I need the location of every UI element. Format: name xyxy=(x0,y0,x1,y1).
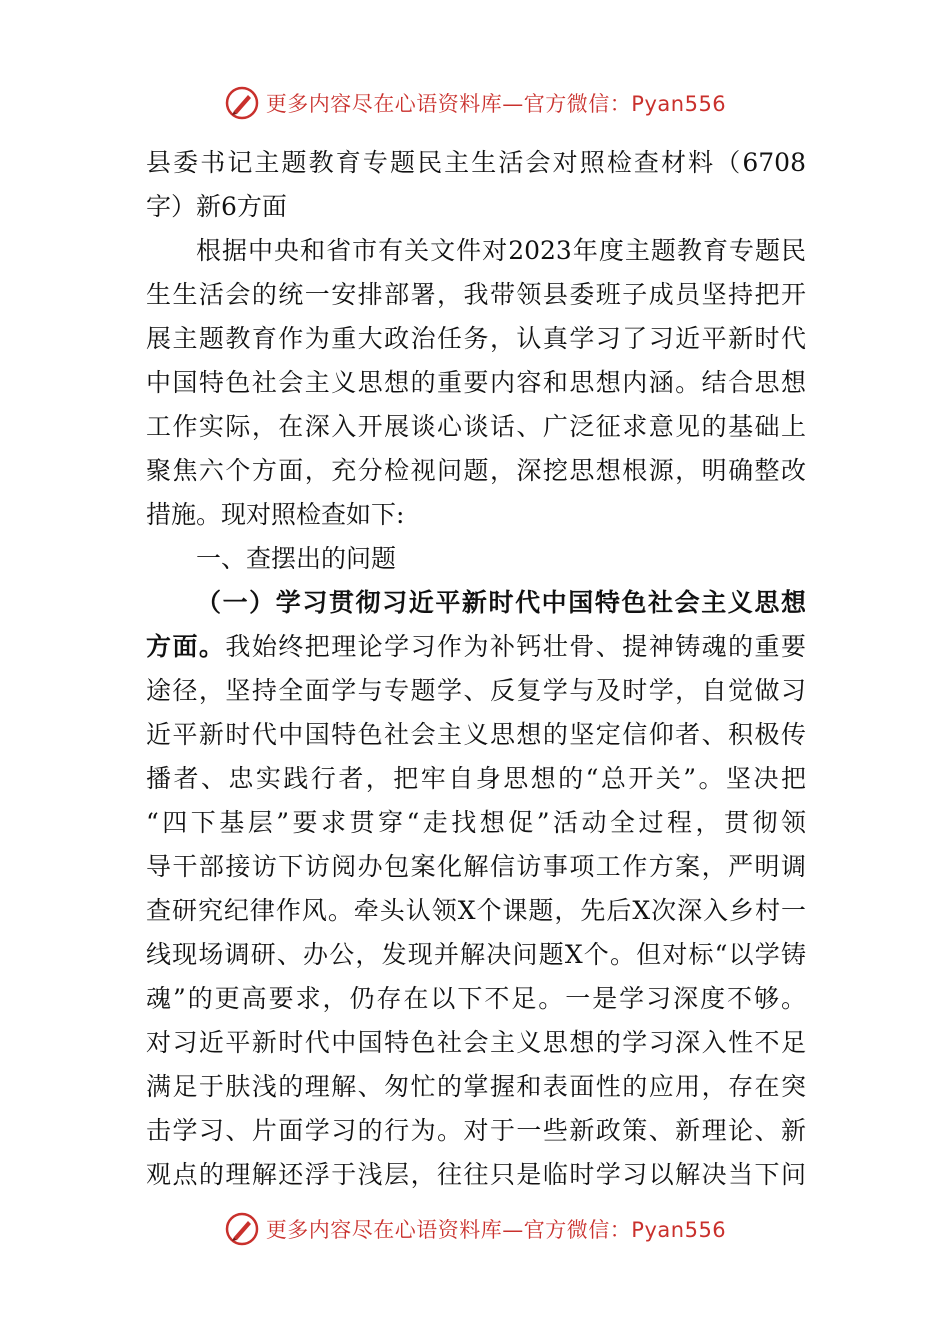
pen-logo-icon xyxy=(224,85,260,121)
section-heading: 一、查摆出的问题 xyxy=(196,544,397,573)
intro-line-5: 工作实际，在深入开展谈心谈话、广泛征求意见的基础上 xyxy=(146,412,806,441)
body-line: 导干部接访下访阅办包案化解信访事项工作方案，严明调 xyxy=(146,852,806,881)
body-line: 魂”的更高要求，仍存在以下不足。一是学习深度不够。 xyxy=(146,984,806,1013)
subsection-line-2-text: 我始终把理论学习作为补钙壮骨、提神铸魂的重要 xyxy=(225,632,806,661)
pen-logo-icon xyxy=(224,1211,260,1247)
intro-line-3: 展主题教育作为重大政治任务，认真学习了习近平新时代 xyxy=(146,324,806,353)
watermark-header xyxy=(0,83,950,123)
intro-line-1: 根据中央和省市有关文件对2023年度主题教育专题民 xyxy=(196,236,806,265)
body-line: 查研究纪律作风。牵头认领X个课题，先后X次深入乡村一 xyxy=(146,896,806,925)
intro-line-7: 措施。现对照检查如下: xyxy=(146,500,405,529)
intro-line-6: 聚焦六个方面，充分检视问题，深挖思想根源，明确整改 xyxy=(146,456,806,485)
subsection-heading-tail: 方面。 xyxy=(146,632,226,661)
body-line: 途径，坚持全面学与专题学、反复学与及时学，自觉做习 xyxy=(146,676,806,705)
body-line: 线现场调研、办公，发现并解决问题X个。但对标“以学铸 xyxy=(146,940,806,969)
intro-line-2: 生生活会的统一安排部署，我带领县委班子成员坚持把开 xyxy=(146,280,806,309)
watermark-text: 更多内容尽在心语资料库—官方微信：Pyan556 xyxy=(265,92,727,116)
body-line: 观点的理解还浮于浅层，往往只是临时学习以解决当下问 xyxy=(146,1160,806,1189)
watermark-footer xyxy=(0,1209,950,1249)
watermark-text: 更多内容尽在心语资料库—官方微信：Pyan556 xyxy=(265,1218,727,1242)
body-line: 播者、忠实践行者，把牢自身思想的“总开关”。坚决把 xyxy=(146,764,806,793)
body-line: “四下基层”要求贯穿“走找想促”活动全过程，贯彻领 xyxy=(146,808,806,837)
body-line: 满足于肤浅的理解、匆忙的掌握和表面性的应用，存在突 xyxy=(146,1072,806,1101)
body-line: 对习近平新时代中国特色社会主义思想的学习深入性不足 xyxy=(146,1028,806,1057)
title-line-1: 县委书记主题教育专题民主生活会对照检查材料（6708 xyxy=(146,148,806,177)
body-line: 近平新时代中国特色社会主义思想的坚定信仰者、积极传 xyxy=(146,720,806,749)
subsection-heading: （一）学习贯彻习近平新时代中国特色社会主义思想 xyxy=(196,588,806,617)
document-body xyxy=(146,141,806,1197)
body-line: 击学习、片面学习的行为。对于一些新政策、新理论、新 xyxy=(146,1116,806,1145)
title-line-2: 字）新6方面 xyxy=(146,192,287,221)
subsection-line-2 xyxy=(146,625,806,669)
intro-line-4: 中国特色社会主义思想的重要内容和思想内涵。结合思想 xyxy=(146,368,806,397)
